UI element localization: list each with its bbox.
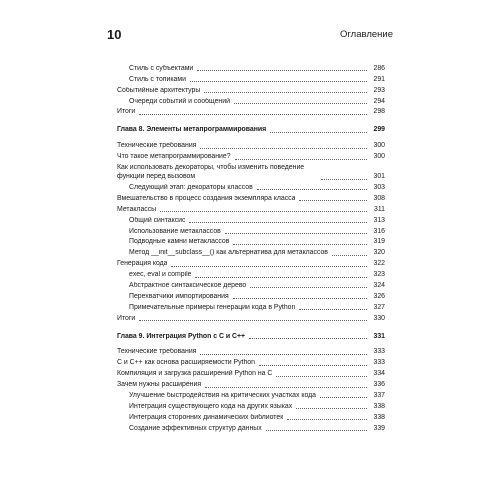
toc-entry-title: Перехватчики импортирования — [129, 292, 229, 300]
toc-leader-dots — [139, 113, 367, 115]
toc-entry — [117, 279, 385, 290]
toc-leader-dots — [296, 407, 367, 409]
toc-entry — [117, 225, 385, 236]
toc-leader-dots — [249, 337, 367, 339]
toc-leader-dots — [287, 418, 367, 420]
toc-leader-dots — [332, 254, 367, 256]
toc-entry-title: Технические требования — [117, 348, 197, 356]
toc-entry-page: 298 — [373, 108, 385, 116]
toc-entry-title: exec, eval и compile — [129, 271, 192, 279]
toc-entry-page: 333 — [373, 359, 385, 367]
toc-entry-title: Очереди событий и сообщений — [129, 97, 230, 105]
toc-leader-dots — [225, 232, 367, 234]
toc-leader-dots — [299, 199, 367, 201]
toc-entry-page: 316 — [373, 227, 385, 235]
toc-entry — [117, 367, 385, 378]
toc-entry-title: Как использовать декораторы, чтобы изменить поведение функции перед вызовом — [117, 164, 305, 181]
toc-leader-dots — [189, 221, 367, 223]
toc-entry — [117, 106, 385, 117]
toc-entry-page: 286 — [373, 64, 385, 72]
toc-entry — [117, 84, 385, 95]
toc-entry-page: 327 — [373, 303, 385, 311]
toc-entry-title: Общий синтаксис — [129, 216, 186, 224]
toc-entry — [117, 422, 385, 433]
toc-leader-dots — [197, 69, 367, 71]
toc-entry — [117, 301, 385, 312]
toc-entry-page: 320 — [373, 249, 385, 257]
toc-entry-title: Улучшение быстродействия на критических участках кода — [129, 392, 317, 400]
toc-leader-dots — [250, 286, 367, 288]
toc-entry-page: 331 — [373, 332, 385, 340]
toc-entry-page: 333 — [373, 348, 385, 356]
toc-leader-dots — [204, 91, 367, 93]
toc-entry-page: 301 — [373, 173, 385, 181]
toc-entry-page: 326 — [373, 292, 385, 300]
toc-entry-page: 308 — [373, 194, 385, 202]
toc-entry-page: 313 — [373, 216, 385, 224]
toc-entry-page: 324 — [373, 282, 385, 290]
toc-entry-page: 336 — [373, 381, 385, 389]
toc-leader-dots — [276, 375, 367, 377]
toc-leader-dots — [321, 178, 367, 180]
toc-entry — [117, 290, 385, 301]
toc-leader-dots — [259, 364, 367, 366]
toc-entry-title: Событийные архитектуры — [117, 86, 201, 94]
toc-entry — [117, 73, 385, 84]
toc-entry-title: Интеграция существующего кода на других языках — [129, 402, 293, 410]
toc-entry-title: Подводные камни метаклассов — [129, 238, 230, 246]
toc-entry-page: 311 — [374, 205, 385, 213]
toc-entry — [117, 62, 385, 73]
toc-entry-title: Итоги — [117, 108, 136, 116]
toc-entry-title: Генерация кода — [117, 260, 168, 268]
toc-entry — [117, 400, 385, 411]
toc-entry-page: 300 — [373, 153, 385, 161]
toc-entry-title: Примечательные примеры генерации кода в Python — [129, 303, 296, 311]
toc-leader-dots — [257, 188, 367, 190]
toc-entry-title: Зачем нужны расширения — [117, 381, 202, 389]
toc-entry-page: 294 — [373, 97, 385, 105]
toc-chapter-entry — [117, 330, 385, 341]
toc-entry — [117, 236, 385, 247]
toc-entry-title: Глава 8. Элементы метапрограммирования — [117, 126, 267, 134]
toc-leader-dots — [160, 210, 367, 212]
toc-entry-page: 322 — [373, 260, 385, 268]
toc-leader-dots — [320, 396, 367, 398]
toc-entry-title: Стиль с топиками — [129, 75, 186, 83]
toc-entry-page: 291 — [373, 75, 385, 83]
toc-entry-page: 299 — [373, 126, 385, 134]
toc-leader-dots — [270, 131, 367, 133]
toc-entry-title: Компиляция и загрузка расширений Python на С — [117, 370, 273, 378]
toc-entry-title: Следующий этап: декораторы классов — [129, 184, 253, 192]
toc-entry-page: 319 — [373, 238, 385, 246]
toc-entry — [117, 150, 385, 161]
toc-entry — [117, 411, 385, 422]
toc-entry — [117, 268, 385, 279]
toc-entry-title: Метод __init__subclass__() как альтернатива для метаклассов — [129, 249, 328, 257]
toc-entry — [117, 246, 385, 257]
toc-entry-page: 338 — [373, 413, 385, 421]
toc-entry-page: 339 — [373, 424, 385, 432]
toc-entry-title: Вмешательство в процесс создания экземпляра класса — [117, 194, 296, 202]
toc-leader-dots — [190, 80, 367, 82]
toc-entry — [117, 257, 385, 268]
toc-entry — [117, 161, 385, 181]
toc-entry — [117, 181, 385, 192]
toc-entry — [117, 95, 385, 106]
toc-leader-dots — [171, 265, 367, 267]
toc-leader-dots — [234, 102, 367, 104]
toc-leader-dots — [299, 308, 367, 310]
toc-entry — [117, 139, 385, 150]
toc-leader-dots — [200, 147, 367, 149]
toc-leader-dots — [235, 158, 367, 160]
toc-leader-dots — [205, 386, 367, 388]
toc-entry-page: 334 — [373, 370, 385, 378]
toc-leader-dots — [195, 276, 367, 278]
toc-entry — [117, 356, 385, 367]
toc-entry — [117, 389, 385, 400]
toc-entry — [117, 378, 385, 389]
toc-entry-title: Глава 9. Интеграция Python с С и С++ — [117, 332, 246, 340]
toc-leader-dots — [200, 353, 367, 355]
toc-entry — [117, 192, 385, 203]
table-of-contents — [117, 62, 385, 433]
toc-leader-dots — [233, 243, 367, 245]
toc-entry-page: 300 — [373, 142, 385, 150]
toc-chapter-entry — [117, 123, 385, 134]
toc-entry-title: Технические требования — [117, 142, 197, 150]
toc-leader-dots — [266, 429, 367, 431]
toc-entry-title: Абстрактное синтаксическое дерево — [129, 282, 247, 290]
toc-entry-title: Что такое метапрограммирование? — [117, 153, 231, 161]
toc-entry-title: Интеграция сторонних динамических библиотек — [129, 413, 284, 421]
page-number: 10 — [107, 27, 122, 42]
toc-leader-dots — [233, 297, 367, 299]
toc-entry-page: 338 — [373, 402, 385, 410]
toc-entry-title: Стиль с субъектами — [129, 64, 194, 72]
toc-entry — [117, 346, 385, 357]
running-head: Оглавление — [340, 29, 393, 40]
toc-entry-title: С и С++ как основа расширяемости Python — [117, 359, 255, 367]
toc-entry-title: Итоги — [117, 314, 136, 322]
toc-entry-page: 303 — [373, 184, 385, 192]
toc-entry-page: 337 — [373, 392, 385, 400]
toc-leader-dots — [139, 319, 367, 321]
page-header — [107, 27, 393, 45]
toc-entry-page: 323 — [373, 271, 385, 279]
toc-entry-title: Метаклассы — [117, 205, 157, 213]
toc-entry — [117, 312, 385, 323]
toc-entry-page: 293 — [373, 86, 385, 94]
toc-entry-title: Использование метаклассов — [129, 227, 221, 235]
toc-entry — [117, 203, 385, 214]
toc-entry — [117, 214, 385, 225]
toc-entry-page: 330 — [373, 314, 385, 322]
toc-entry-title: Создание эффективных структур данных — [129, 424, 262, 432]
